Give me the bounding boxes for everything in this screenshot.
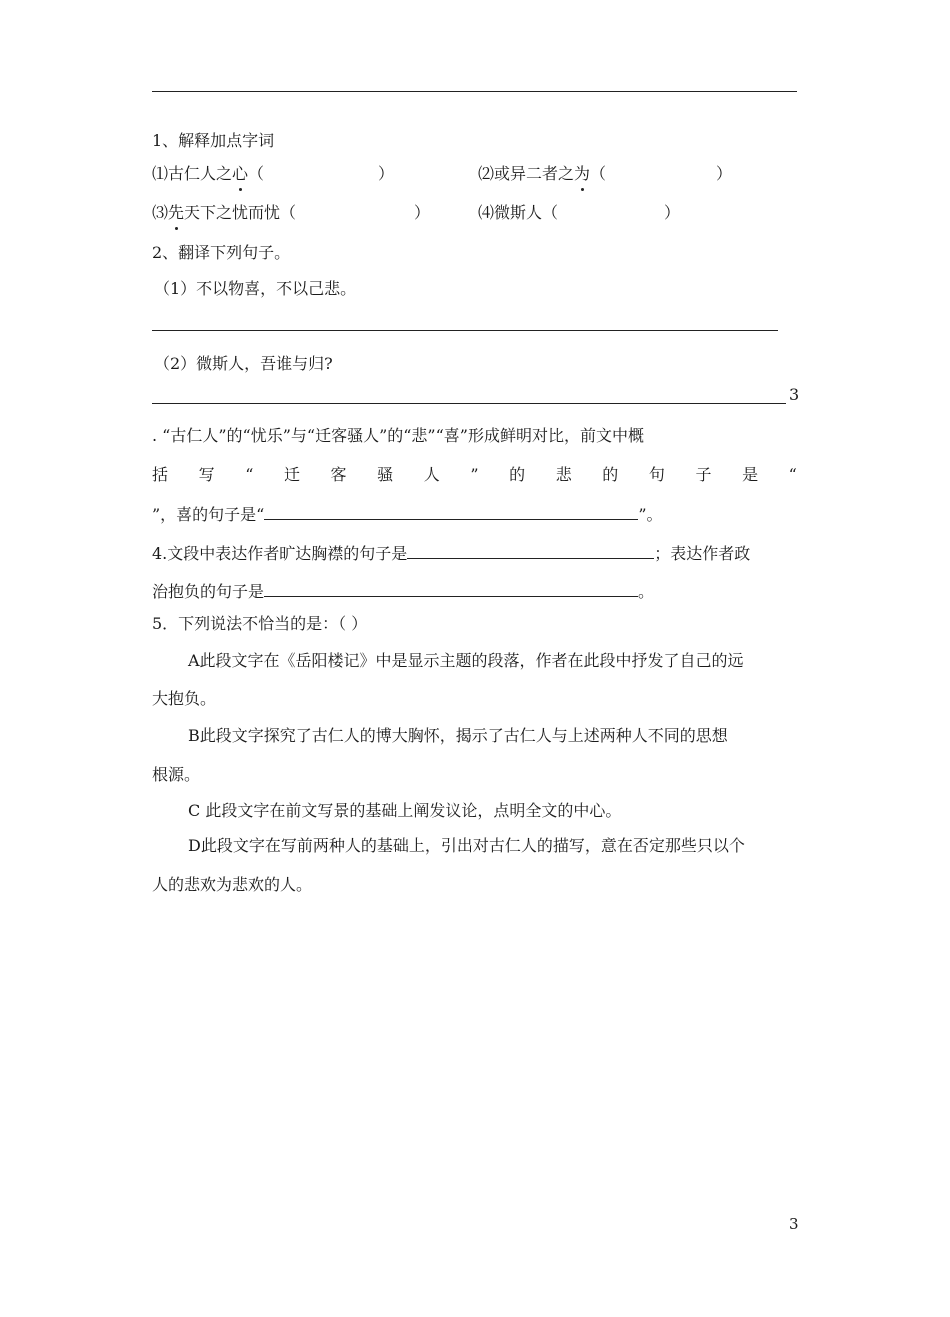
q3-line-1: . “古仁人”的“忧乐”与“迁客骚人”的“悲”“喜”形成鲜明对比，前文中概 [152, 426, 644, 445]
q1-item2-paren-open: （ [590, 164, 607, 183]
q5-option-d-line-2: 人的悲欢为悲欢的人。 [152, 875, 313, 894]
q1-item4-paren-open: （ [542, 203, 559, 222]
q3-char: 骚 [377, 465, 394, 484]
q2-answer-line-2[interactable] [152, 403, 786, 404]
q3-char: 写 [198, 465, 215, 484]
q5-option-a-line-1: A此段文字在《岳阳楼记》中是显示主题的段落，作者在此段中抒发了自己的远 [188, 651, 744, 670]
q5-option-a-line-2: 大抱负。 [152, 689, 217, 708]
q1-item4-text: 微斯人 [494, 203, 543, 222]
q3-number: 3 [789, 385, 800, 404]
q1-item2-answer-close: ） [716, 164, 733, 183]
q4-line-2 [152, 581, 654, 602]
q1-item3-post: 天下之忧而忧 [184, 203, 281, 222]
q3-char: 迁 [283, 465, 300, 484]
q3-char: 括 [152, 465, 169, 484]
q5-option-b-line-2: 根源。 [152, 765, 201, 784]
q3-line-3 [152, 504, 663, 525]
q1-item1-dotted-char: 心 [232, 164, 249, 183]
q1-item2-num: ⑵ [478, 164, 495, 183]
q1-item4-num: ⑷ [478, 203, 495, 222]
top-rule [152, 91, 797, 92]
q1-title: 1、解释加点字词 [152, 131, 275, 150]
q3-char: 子 [695, 465, 712, 484]
q1-item1-num: ⑴ [152, 164, 169, 183]
q3-line-3-pre: ”，喜的句子是“ [152, 505, 265, 524]
q5-title: 5．下列说法不恰当的是：（ ） [152, 614, 368, 633]
q1-item1-answer-close: ） [378, 164, 395, 183]
q3-char: 的 [509, 465, 526, 484]
q3-char: 句 [648, 465, 665, 484]
q2-sentence-1: （1）不以物喜，不以己悲。 [154, 279, 357, 298]
q3-char: “ [245, 465, 254, 484]
q5-option-d-line-1: D此段文字在写前两种人的基础上，引出对古仁人的描写，意在否定那些只以个 [188, 836, 745, 855]
q1-item2 [478, 164, 606, 184]
q3-char: 客 [330, 465, 347, 484]
q1-item4 [478, 203, 558, 223]
q3-answer-blank[interactable] [264, 504, 638, 520]
q3-char: “ [788, 465, 797, 484]
q4-answer-blank-2[interactable] [264, 581, 638, 597]
q1-item2-pre: 或异二者之 [494, 164, 575, 183]
q4-line-1-post: ；表达作者政 [654, 544, 751, 563]
q1-item4-answer-close: ） [664, 203, 681, 222]
q1-item1 [152, 164, 264, 184]
q1-item3-paren-open: （ [280, 203, 297, 222]
q3-line-3-post: ”。 [638, 505, 663, 524]
q3-char: 人 [423, 465, 440, 484]
q1-item1-paren-open: （ [248, 164, 265, 183]
q3-char: ” [470, 465, 479, 484]
q1-item2-dotted-char: 为 [574, 164, 591, 183]
q5-option-c: C 此段文字在前文写景的基础上阐发议论，点明全文的中心。 [188, 801, 622, 820]
q2-sentence-2: （2）微斯人，吾谁与归? [154, 354, 333, 373]
q4-line-1-pre: 4.文段中表达作者旷达胸襟的句子是 [152, 544, 408, 563]
q4-line-2-post: 。 [638, 582, 655, 601]
q4-line-2-pre: 治抱负的句子是 [152, 582, 265, 601]
q3-char: 的 [602, 465, 619, 484]
q1-item1-pre: 古仁人之 [168, 164, 233, 183]
page-number: 3 [789, 1215, 799, 1233]
q2-answer-line-1[interactable] [152, 330, 778, 331]
q1-item3 [152, 203, 296, 223]
q4-line-1 [152, 543, 750, 564]
q3-char: 是 [742, 465, 759, 484]
q1-item3-answer-close: ） [414, 203, 431, 222]
q3-line-2 [152, 465, 797, 485]
q5-option-b-line-1: B此段文字探究了古仁人的博大胸怀，揭示了古仁人与上述两种人不同的思想 [188, 726, 728, 745]
q4-answer-blank-1[interactable] [407, 543, 654, 559]
q1-item3-dotted-char: 先 [168, 203, 185, 222]
q3-char: 悲 [555, 465, 572, 484]
q2-title: 2、翻译下列句子。 [152, 243, 291, 262]
q1-item3-num: ⑶ [152, 203, 169, 222]
